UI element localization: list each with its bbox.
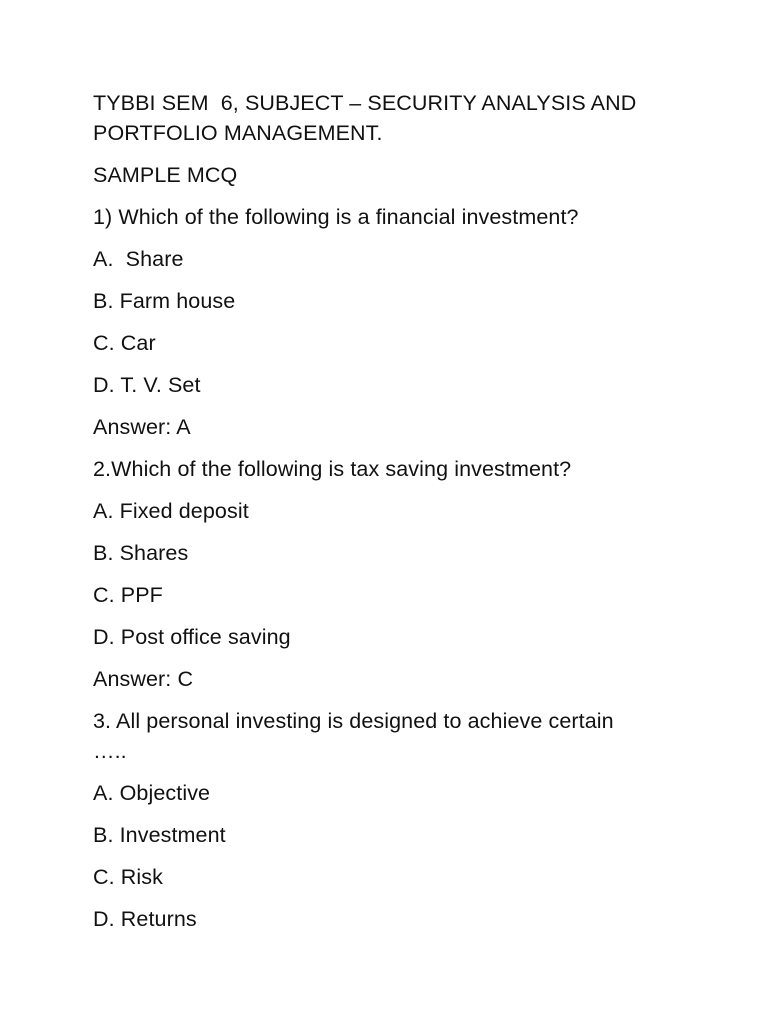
question-3-option-c: C. Risk [93,865,163,889]
question-3-text-line-2: ….. [93,739,127,763]
question-3-option-a: A. Objective [93,781,211,805]
question-1-answer: Answer: A [93,415,191,439]
question-1-option-a: A. Share [93,247,184,271]
question-2-option-a: A. Fixed deposit [93,499,249,523]
document-body [93,88,713,946]
question-3-text-line-1: 3. All personal investing is designed to achieve certain [93,709,614,733]
title-line-2: PORTFOLIO MANAGEMENT. [93,121,383,145]
question-1-option-b: B. Farm house [93,289,236,313]
question-2-option-d: D. Post office saving [93,625,291,649]
question-2-text: 2.Which of the following is tax saving investment? [93,457,572,481]
question-2-option-c: C. PPF [93,583,163,607]
question-2-option-b: B. Shares [93,541,189,565]
question-2-answer: Answer: C [93,667,194,691]
question-1-option-c: C. Car [93,331,156,355]
section-heading: SAMPLE MCQ [93,163,238,187]
question-3-option-b: B. Investment [93,823,226,847]
question-3-option-d: D. Returns [93,907,197,931]
question-1-option-d: D. T. V. Set [93,373,201,397]
title-line-1: TYBBI SEM 6, SUBJECT – SECURITY ANALYSIS AND [93,91,637,115]
question-1-text: 1) Which of the following is a financial investment? [93,205,579,229]
